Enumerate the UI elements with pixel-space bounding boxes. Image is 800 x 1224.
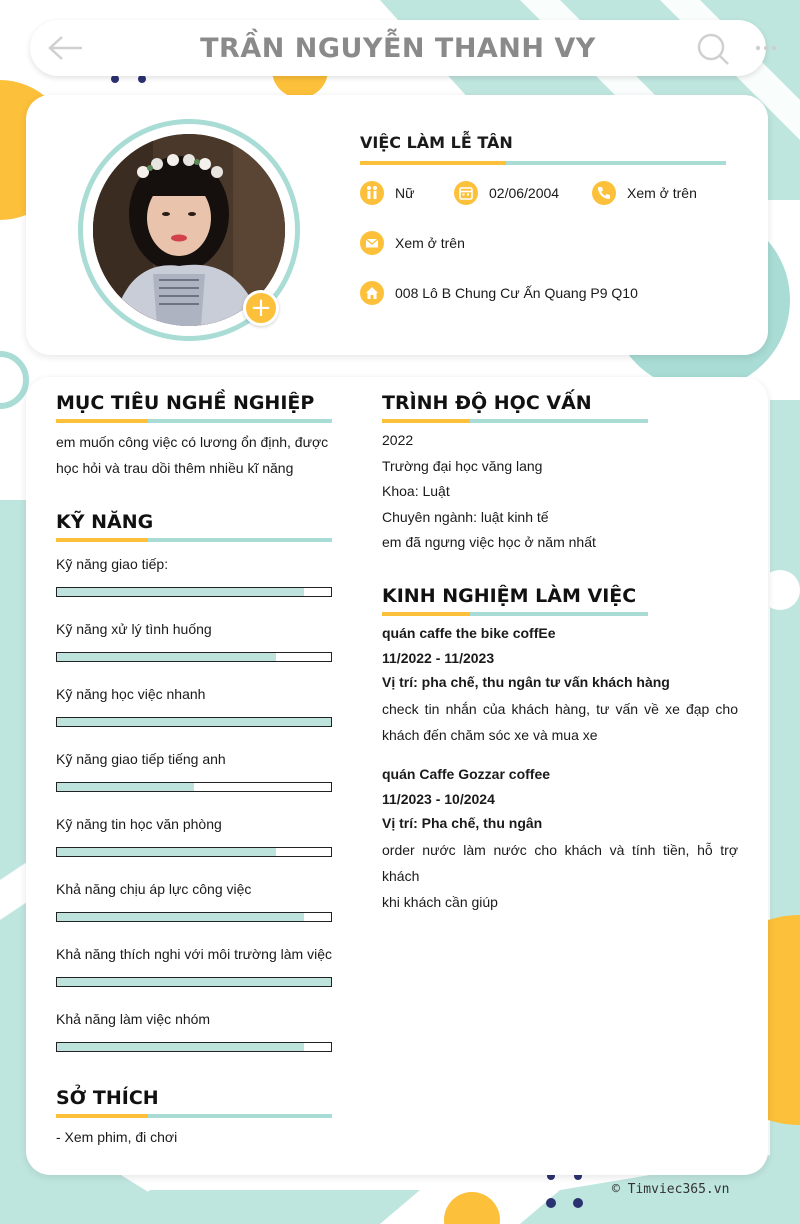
phone-info — [592, 181, 697, 205]
experience-underline — [382, 612, 648, 616]
skill-level-bar — [56, 977, 332, 987]
skill-label: Kỹ năng tin học văn phòng — [56, 816, 222, 832]
skill-level-bar — [56, 847, 332, 857]
job-title: VIỆC LÀM LỄ TÂN — [360, 133, 513, 152]
add-photo-button[interactable] — [243, 290, 279, 326]
job-company: quán Caffe Gozzar coffee — [382, 766, 551, 782]
gender-info — [360, 181, 414, 205]
candidate-name: TRẦN NGUYỄN THANH VY — [200, 32, 596, 64]
skill-level-fill — [57, 783, 194, 791]
more-dots-icon[interactable] — [754, 40, 778, 56]
skill-level-fill — [57, 848, 276, 856]
experience-job-2 — [382, 762, 738, 915]
phone-value: Xem ở trên — [627, 185, 697, 201]
footer-credit: © Timviec365.vn — [612, 1182, 730, 1197]
job-position: Vị trí: Pha chế, thu ngân — [382, 815, 543, 831]
skill-level-bar — [56, 782, 332, 792]
main-card — [26, 377, 768, 1175]
experience-job-1 — [382, 621, 738, 748]
job-period: 11/2022 - 11/2023 — [382, 649, 495, 666]
skill-level-fill — [57, 588, 304, 596]
skill-label: Khả năng làm việc nhóm — [56, 1011, 211, 1027]
job-position: Vị trí: pha chế, thu ngân tư vấn khách hàng — [382, 674, 670, 690]
gender-value: Nữ — [395, 185, 415, 201]
skill-label: Kỹ năng học việc nhanh — [56, 686, 206, 702]
skill-level-bar — [56, 717, 332, 727]
skill-level-bar — [56, 912, 332, 922]
hobbies-title: SỞ THÍCH — [56, 1087, 159, 1109]
skills-underline — [56, 538, 332, 542]
experience-title: KINH NGHIỆM LÀM VIỆC — [382, 585, 637, 607]
address-value: 008 Lô B Chung Cư Ấn Quang P9 Q10 — [395, 285, 638, 301]
plus-icon: + — [250, 293, 272, 323]
skill-level-fill — [57, 1043, 304, 1051]
skill-level-fill — [57, 913, 304, 921]
job-title-underline — [360, 161, 726, 165]
skill-label: Khả năng chịu áp lực công việc — [56, 881, 252, 897]
career-goal-title: MỤC TIÊU NGHỀ NGHIỆP — [56, 392, 315, 414]
profile-card — [26, 95, 768, 355]
skill-label: Kỹ năng giao tiếp: — [56, 556, 169, 572]
education-title: TRÌNH ĐỘ HỌC VẤN — [382, 392, 592, 414]
job-period: 11/2023 - 10/2024 — [382, 790, 495, 807]
skill-level-fill — [57, 653, 276, 661]
skill-level-bar — [56, 587, 332, 597]
email-info — [360, 231, 465, 255]
skill-level-fill — [57, 978, 331, 986]
hobbies-text: - Xem phim, đi chơi — [56, 1129, 178, 1145]
career-goal-underline — [56, 419, 332, 423]
header-bar — [30, 20, 766, 76]
skill-level-fill — [57, 718, 331, 726]
skill-level-bar — [56, 1042, 332, 1052]
hobbies-underline — [56, 1114, 332, 1118]
skill-label: Kỹ năng xử lý tình huống — [56, 621, 212, 637]
job-description: order nước làm nước cho khách và tính tiền, hỗ trợ khách khi khách cần giúp — [382, 841, 738, 910]
address-info — [360, 281, 638, 305]
job-company: quán caffe the bike coffEe — [382, 625, 556, 641]
job-description: check tin nhắn của khách hàng, tư vấn về xe đạp cho khách đến chăm sóc xe và mua xe — [382, 700, 738, 743]
phone-icon — [592, 181, 616, 205]
skill-level-bar — [56, 652, 332, 662]
education-underline — [382, 419, 648, 423]
home-icon — [360, 281, 384, 305]
calendar-icon — [454, 181, 478, 205]
search-icon[interactable] — [696, 32, 730, 66]
birthday-info — [454, 181, 559, 205]
skill-label: Kỹ năng giao tiếp tiếng anh — [56, 751, 226, 767]
birthday-value: 02/06/2004 — [489, 185, 560, 201]
mail-icon — [360, 231, 384, 255]
gender-icon — [360, 181, 384, 205]
education-text: 2022 Trường đại học văng lang Khoa: Luật Chuyên ngành: luật kinh tế em đã ngưng việc học ở năm nhất — [382, 432, 596, 550]
skills-title: KỸ NĂNG — [56, 511, 154, 533]
email-value: Xem ở trên — [395, 235, 465, 251]
career-goal-text: em muốn công việc có lương ổn định, được học hỏi và trau dồi thêm nhiều kĩ năng — [56, 434, 329, 476]
arrow-left-icon[interactable] — [48, 34, 84, 62]
skill-label: Khả năng thích nghi với môi trường làm việc — [56, 946, 332, 962]
